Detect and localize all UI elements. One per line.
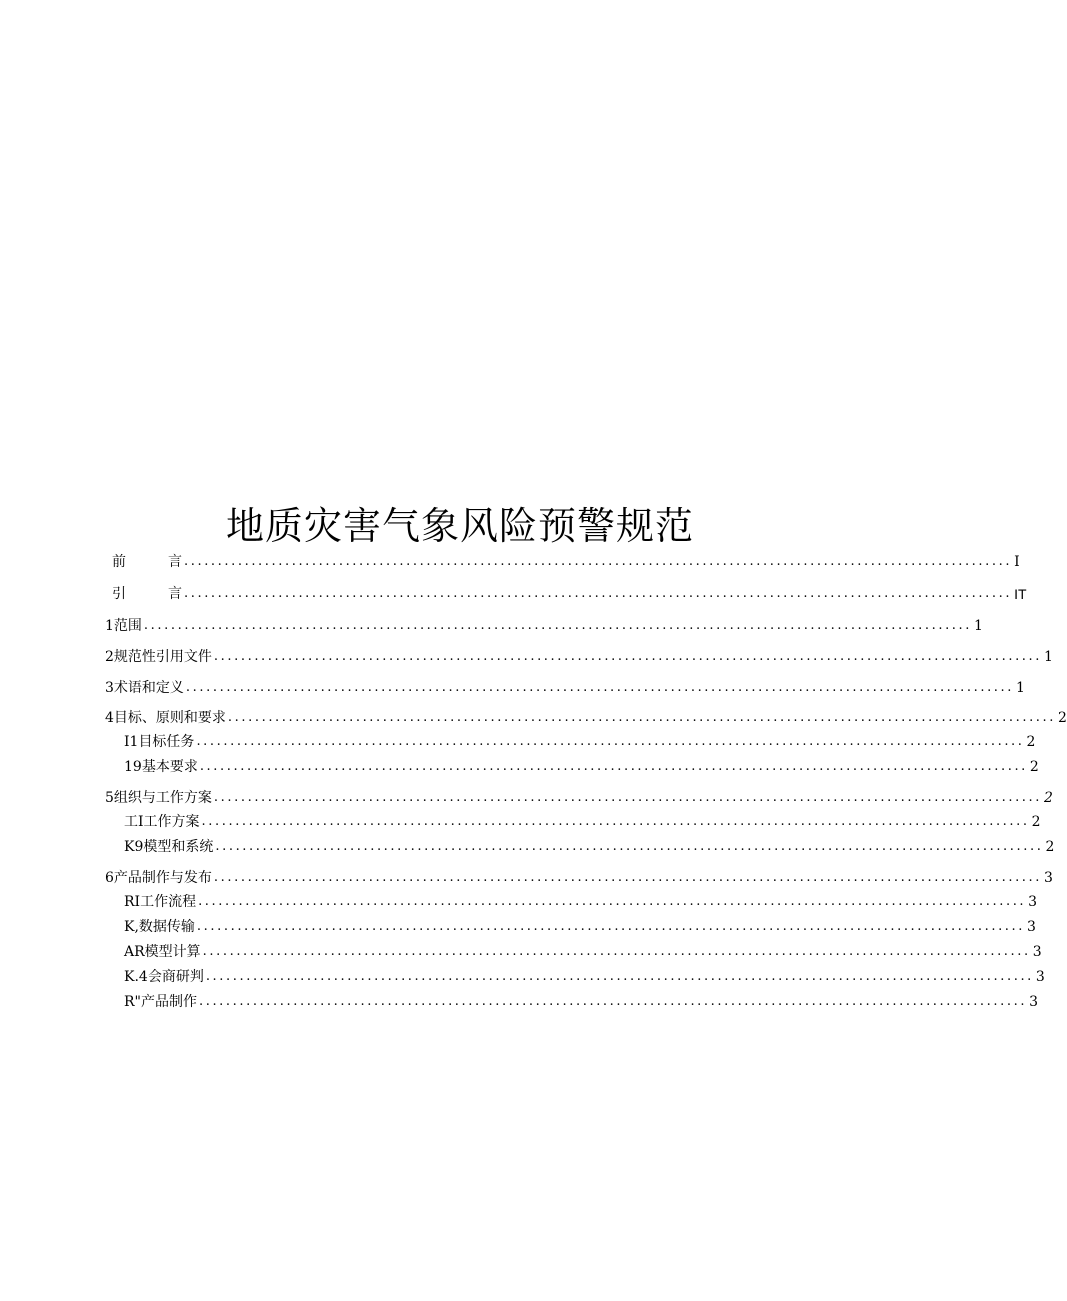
toc-entry[interactable] xyxy=(105,868,1053,888)
toc-subentry[interactable] xyxy=(124,757,1039,777)
toc-page-number: 1 xyxy=(1016,680,1025,696)
toc-dot-leader: ........................................................................................................................... xyxy=(199,759,1028,774)
toc-dot-leader: ........................................................................................................................... xyxy=(213,790,1042,805)
toc-page-number: 3 xyxy=(1044,870,1053,886)
toc-page-number: 3 xyxy=(1028,894,1038,910)
toc-page-number: 2 xyxy=(1029,759,1039,775)
toc-entry-label: K.4会商研判 xyxy=(124,969,204,985)
toc-dot-leader: ........................................................................................................................... xyxy=(184,554,1013,569)
toc-subentry[interactable] xyxy=(124,942,1042,962)
toc-entry-label: 2规范性引用文件 xyxy=(105,649,212,665)
toc-dot-leader: ........................................................................................................................... xyxy=(185,680,1014,695)
toc-page-number: 3 xyxy=(1035,969,1045,985)
toc-entry-label: I1目标任务 xyxy=(124,734,195,750)
toc-subentry[interactable] xyxy=(124,892,1038,912)
toc-entry-introduction[interactable] xyxy=(112,584,1027,604)
toc-entry[interactable] xyxy=(105,788,1053,808)
toc-entry[interactable] xyxy=(105,678,1025,698)
toc-page-number: 3 xyxy=(1029,994,1038,1010)
toc-page-number: 3 xyxy=(1032,944,1042,960)
toc-entry-label: K9模型和系统 xyxy=(124,839,214,855)
toc-entry-label: R"产品制作 xyxy=(124,994,197,1010)
toc-page-number: 2 xyxy=(1031,814,1041,830)
toc-subentry[interactable] xyxy=(124,967,1045,987)
toc-subentry[interactable] xyxy=(124,732,1036,752)
toc-dot-leader: ........................................................................................................................... xyxy=(215,839,1044,854)
toc-page-number: 2 xyxy=(1045,839,1055,855)
toc-dot-leader: ........................................................................................................................... xyxy=(196,734,1025,749)
toc-entry-label: 6产品制作与发布 xyxy=(105,870,212,886)
page-title: 地质灾害气象风险预警规范 xyxy=(225,504,694,548)
toc-dot-leader: ........................................................................................................................... xyxy=(201,814,1030,829)
toc-dot-leader: ........................................................................................................................... xyxy=(227,710,1056,725)
toc-page-number: I xyxy=(1014,554,1020,570)
toc-entry-preface[interactable] xyxy=(112,552,1020,572)
toc-page-number: 2 xyxy=(1044,790,1053,806)
toc-entry[interactable] xyxy=(105,647,1053,667)
toc-dot-leader: ........................................................................................................................... xyxy=(198,894,1027,909)
toc-entry-label: 3术语和定义 xyxy=(105,680,184,696)
toc-entry-label: AR模型计算 xyxy=(124,944,201,960)
toc-entry-label: 5组织与工作方案 xyxy=(105,790,212,806)
toc-page-number: 2 xyxy=(1026,734,1036,750)
toc-entry[interactable] xyxy=(105,616,983,636)
toc-dot-leader: ........................................................................................................................... xyxy=(196,919,1025,934)
toc-entry-label: K,数据传输 xyxy=(124,919,195,935)
toc-page-number: 3 xyxy=(1027,919,1036,935)
toc-dot-leader: ........................................................................................................................... xyxy=(213,649,1042,664)
toc-subentry[interactable] xyxy=(124,992,1038,1012)
toc-entry-label: 1范围 xyxy=(105,618,142,634)
toc-entry-label-part: 引 xyxy=(112,586,126,602)
toc-page-number: IT xyxy=(1014,586,1027,602)
toc-dot-leader: ........................................................................................................................... xyxy=(198,994,1028,1009)
toc-dot-leader: ........................................................................................................................... xyxy=(184,586,1013,601)
toc-entry-label: 4目标、原则和要求 xyxy=(105,710,226,726)
toc-entry-label-part: 前 xyxy=(112,554,126,570)
toc-subentry[interactable] xyxy=(124,917,1036,937)
toc-entry-label: 工I工作方案 xyxy=(124,814,200,830)
toc-dot-leader: ........................................................................................................................... xyxy=(205,969,1034,984)
toc-entry-label-part: 言 xyxy=(168,554,182,570)
toc-page-number: 1 xyxy=(974,618,983,634)
toc-page-number: 1 xyxy=(1044,649,1053,665)
toc-entry-label: RI工作流程 xyxy=(124,894,197,910)
toc-entry-label-part: 言 xyxy=(168,586,182,602)
toc-dot-leader: ........................................................................................................................... xyxy=(143,618,972,633)
toc-subentry[interactable] xyxy=(124,837,1055,857)
toc-subentry[interactable] xyxy=(124,812,1041,832)
toc-dot-leader: ........................................................................................................................... xyxy=(202,944,1031,959)
toc-entry-label: 19基本要求 xyxy=(124,759,198,775)
toc-dot-leader: ........................................................................................................................... xyxy=(213,870,1042,885)
toc-entry[interactable] xyxy=(105,708,1067,728)
toc-page-number: 2 xyxy=(1058,710,1067,726)
